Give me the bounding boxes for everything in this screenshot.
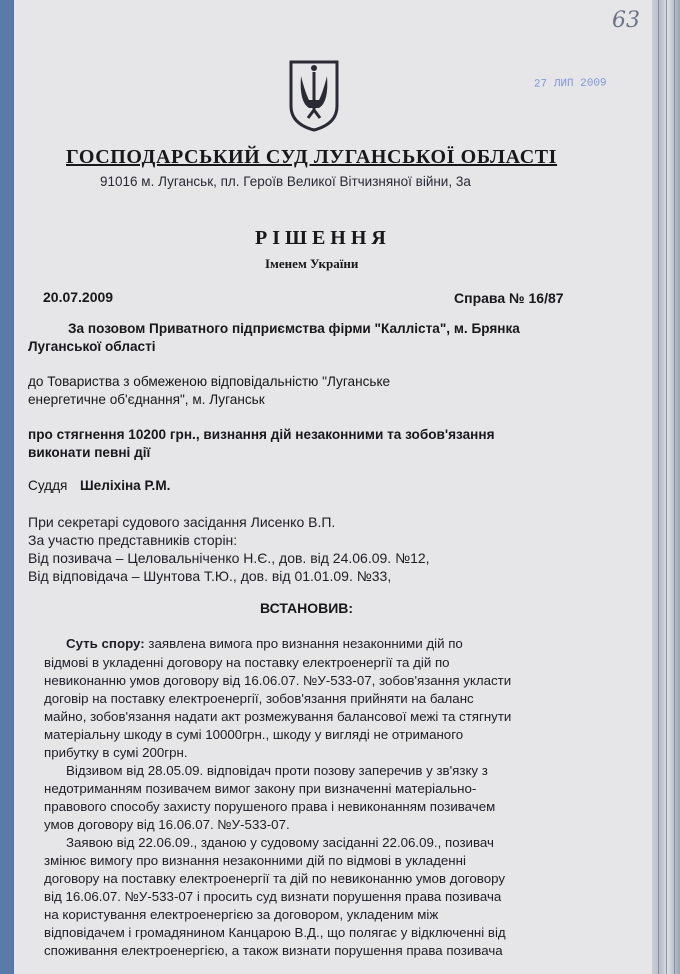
body-line: договору на поставку електроенергії та дій по невиконанню умов договору — [44, 871, 506, 886]
decision-subtitle: Іменем України — [265, 256, 359, 271]
page-number: 63 — [612, 8, 640, 33]
body-line: договір на поставку електроенергії, зобов'язання прийняти на баланс — [44, 691, 474, 706]
plaintiff-line-1: За позовом Приватного підприємства фірми "Калліста", м. Брянка — [68, 321, 520, 336]
case-number: Справа № 16/87 — [454, 290, 564, 306]
body-line: матеріальну шкоду в сумі 10000грн., шкоду у вигляді не отриманого — [44, 727, 464, 742]
defendant-line-1: до Товариства з обмеженою відповідальністю "Луганське — [28, 374, 391, 389]
body-line: відмові в укладенні договору на поставку електроенергії та дій по — [44, 655, 450, 670]
trident-emblem-icon — [287, 58, 341, 132]
essence-text: заявлена вимога про визнання незаконними дій по — [144, 636, 463, 651]
judge-label: Суддя — [28, 478, 68, 493]
subject-line-2: виконати певні дії — [28, 445, 151, 460]
essence-label: Суть спору: — [66, 636, 145, 651]
date-stamp: 27 ЛИП 2009 — [533, 77, 607, 91]
subject-line-1: про стягнення 10200 грн., визнання дій незаконними та зобов'язання — [28, 427, 495, 442]
body-line: майно, зобов'язання надати акт розмежування балансової межі та стягнути — [44, 709, 512, 724]
court-name: ГОСПОДАРСЬКИЙ СУД ЛУГАНСЬКОЇ ОБЛАСТІ — [66, 146, 558, 168]
body-line: відповідачем і громадянином Канцарою В.Д., що полягає у відключенні від — [44, 925, 506, 940]
page-stack-edge — [652, 0, 680, 974]
body-line: прибутку в сумі 200грн. — [44, 745, 188, 760]
participant-line-4: Від відповідача – Шунтова Т.Ю., дов. від 01.01.09. №33, — [28, 568, 392, 584]
court-address: 91016 м. Луганськ, пл. Героїв Великої Вітчизняної війни, 3а — [100, 174, 471, 189]
document-page — [14, 0, 654, 974]
body-first-line — [66, 636, 463, 651]
body-line: умов договору від 16.06.07. №У-533-07. — [44, 817, 290, 832]
body-line: змінює вимогу про визнання незаконними дій по відмові в укладенні — [44, 853, 466, 868]
body-line: невиконанню умов договору від 16.06.07. №У-533-07, зобов'язання укласти — [44, 673, 512, 688]
participant-line-3: Від позивача – Целовальніченко Н.Є., дов. від 24.06.09. №12, — [28, 550, 430, 566]
participant-line-2: За участю представників сторін: — [28, 532, 238, 548]
body-line: Відзивом від 28.05.09. відповідач проти позову заперечив у зв'язку з — [66, 763, 488, 778]
decision-title: РІШЕННЯ — [255, 227, 391, 249]
body-line: правового способу захисту порушеного права і невиконанням позивачем — [44, 799, 496, 814]
body-line: від 16.06.07. №У-533-07 і просить суд визнати порушення права позивача — [44, 889, 502, 904]
body-line: недотриманням позивачем вимог закону при визначенні матеріально- — [44, 781, 477, 796]
judge-name: Шеліхіна Р.М. — [80, 478, 171, 493]
defendant-line-2: енергетичне об'єднання", м. Луганськ — [28, 392, 265, 407]
body-line: споживання електроенергією, а також визнати порушення права позивача — [44, 943, 503, 958]
decision-date: 20.07.2009 — [43, 289, 114, 305]
body-line: Заявою від 22.06.09., зданою у судовому засіданні 22.06.09., позивач — [66, 835, 494, 850]
section-heading: ВСТАНОВИВ: — [260, 600, 354, 616]
plaintiff-line-2: Луганської області — [28, 339, 156, 354]
participant-line-1: При секретарі судового засідання Лисенко В.П. — [28, 514, 336, 530]
body-line: на користування електроенергією за договором, укладеним між — [44, 907, 439, 922]
